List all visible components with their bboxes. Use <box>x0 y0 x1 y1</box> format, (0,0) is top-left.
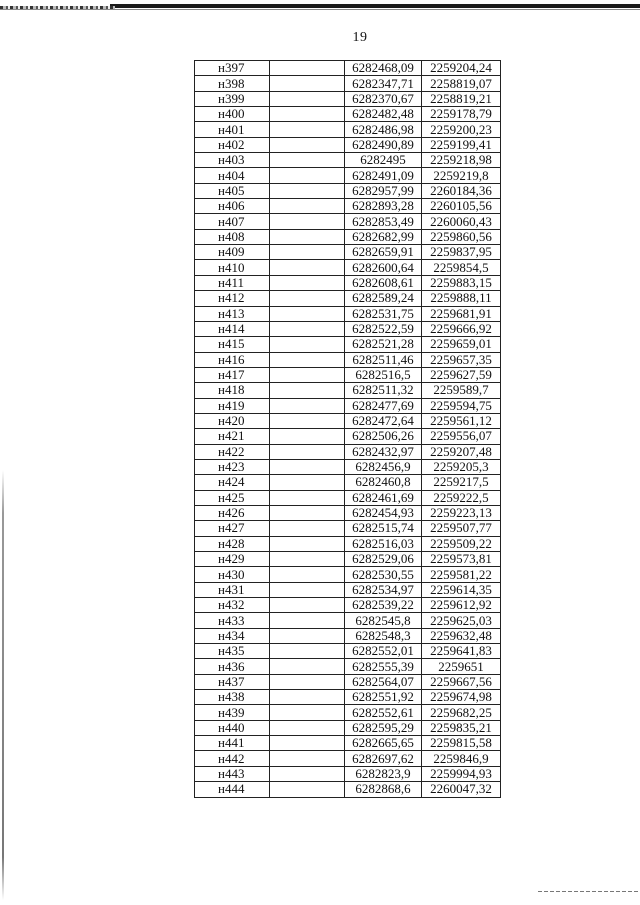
x-coordinate-cell: 6282555,39 <box>345 659 422 674</box>
empty-cell <box>270 168 345 183</box>
x-coordinate-cell: 6282957,99 <box>345 183 422 198</box>
point-id-cell: н429 <box>195 552 270 567</box>
table-row <box>195 413 501 428</box>
empty-cell <box>270 705 345 720</box>
point-id-cell: н399 <box>195 91 270 106</box>
table-row <box>195 275 501 290</box>
x-coordinate-cell: 6282477,69 <box>345 398 422 413</box>
x-coordinate-cell: 6282472,64 <box>345 413 422 428</box>
table-row <box>195 490 501 505</box>
empty-cell <box>270 674 345 689</box>
y-coordinate-cell: 2259674,98 <box>422 690 501 705</box>
table-row <box>195 567 501 582</box>
empty-cell <box>270 490 345 505</box>
table-row <box>195 245 501 260</box>
empty-cell <box>270 306 345 321</box>
empty-cell <box>270 536 345 551</box>
x-coordinate-cell: 6282545,8 <box>345 613 422 628</box>
x-coordinate-cell: 6282697,62 <box>345 751 422 766</box>
x-coordinate-cell: 6282468,09 <box>345 61 422 76</box>
empty-cell <box>270 766 345 781</box>
scan-line <box>0 9 640 10</box>
empty-cell <box>270 567 345 582</box>
table-row <box>195 644 501 659</box>
table-row <box>195 505 501 520</box>
y-coordinate-cell: 2259651 <box>422 659 501 674</box>
empty-cell <box>270 337 345 352</box>
y-coordinate-cell: 2259835,21 <box>422 720 501 735</box>
point-id-cell: н431 <box>195 582 270 597</box>
point-id-cell: н401 <box>195 122 270 137</box>
y-coordinate-cell: 2259581,22 <box>422 567 501 582</box>
point-id-cell: н406 <box>195 199 270 214</box>
table-row <box>195 153 501 168</box>
y-coordinate-cell: 2259614,35 <box>422 582 501 597</box>
empty-cell <box>270 690 345 705</box>
table-row <box>195 720 501 735</box>
table-row <box>195 582 501 597</box>
x-coordinate-cell: 6282853,49 <box>345 214 422 229</box>
y-coordinate-cell: 2259218,98 <box>422 153 501 168</box>
empty-cell <box>270 459 345 474</box>
y-coordinate-cell: 2259667,56 <box>422 674 501 689</box>
empty-cell <box>270 291 345 306</box>
table-row <box>195 367 501 382</box>
x-coordinate-cell: 6282868,6 <box>345 782 422 797</box>
table-row <box>195 61 501 76</box>
point-id-cell: н423 <box>195 459 270 474</box>
y-coordinate-cell: 2259641,83 <box>422 644 501 659</box>
empty-cell <box>270 383 345 398</box>
x-coordinate-cell: 6282461,69 <box>345 490 422 505</box>
point-id-cell: н407 <box>195 214 270 229</box>
point-id-cell: н426 <box>195 505 270 520</box>
y-coordinate-cell: 2259994,93 <box>422 766 501 781</box>
table-row <box>195 107 501 122</box>
point-id-cell: н436 <box>195 659 270 674</box>
x-coordinate-cell: 6282482,48 <box>345 107 422 122</box>
empty-cell <box>270 76 345 91</box>
empty-cell <box>270 751 345 766</box>
x-coordinate-cell: 6282516,03 <box>345 536 422 551</box>
table-row <box>195 352 501 367</box>
y-coordinate-cell: 2259219,8 <box>422 168 501 183</box>
empty-cell <box>270 736 345 751</box>
y-coordinate-cell: 2259681,91 <box>422 306 501 321</box>
empty-cell <box>270 598 345 613</box>
table-row <box>195 76 501 91</box>
x-coordinate-cell: 6282539,22 <box>345 598 422 613</box>
point-id-cell: н400 <box>195 107 270 122</box>
point-id-cell: н409 <box>195 245 270 260</box>
y-coordinate-cell: 2259594,75 <box>422 398 501 413</box>
y-coordinate-cell: 2259815,58 <box>422 736 501 751</box>
table-row <box>195 214 501 229</box>
y-coordinate-cell: 2259509,22 <box>422 536 501 551</box>
empty-cell <box>270 659 345 674</box>
y-coordinate-cell: 2260105,56 <box>422 199 501 214</box>
table-row <box>195 613 501 628</box>
y-coordinate-cell: 2259205,3 <box>422 459 501 474</box>
scan-artifact-top <box>0 0 640 14</box>
x-coordinate-cell: 6282460,8 <box>345 475 422 490</box>
table-row <box>195 291 501 306</box>
x-coordinate-cell: 6282682,99 <box>345 229 422 244</box>
x-coordinate-cell: 6282491,09 <box>345 168 422 183</box>
empty-cell <box>270 521 345 536</box>
empty-cell <box>270 413 345 428</box>
point-id-cell: н414 <box>195 321 270 336</box>
x-coordinate-cell: 6282370,67 <box>345 91 422 106</box>
y-coordinate-cell: 2259837,95 <box>422 245 501 260</box>
empty-cell <box>270 153 345 168</box>
table-row <box>195 690 501 705</box>
x-coordinate-cell: 6282511,32 <box>345 383 422 398</box>
y-coordinate-cell: 2259625,03 <box>422 613 501 628</box>
y-coordinate-cell: 2259860,56 <box>422 229 501 244</box>
empty-cell <box>270 444 345 459</box>
point-id-cell: н410 <box>195 260 270 275</box>
table-row <box>195 782 501 797</box>
table-row <box>195 91 501 106</box>
y-coordinate-cell: 2260047,32 <box>422 782 501 797</box>
empty-cell <box>270 582 345 597</box>
point-id-cell: н437 <box>195 674 270 689</box>
empty-cell <box>270 214 345 229</box>
empty-cell <box>270 229 345 244</box>
point-id-cell: н432 <box>195 598 270 613</box>
y-coordinate-cell: 2259204,24 <box>422 61 501 76</box>
table-row <box>195 751 501 766</box>
y-coordinate-cell: 2259682,25 <box>422 705 501 720</box>
y-coordinate-cell: 2259573,81 <box>422 552 501 567</box>
point-id-cell: н438 <box>195 690 270 705</box>
x-coordinate-cell: 6282506,26 <box>345 429 422 444</box>
table-row <box>195 429 501 444</box>
y-coordinate-cell: 2259627,59 <box>422 367 501 382</box>
y-coordinate-cell: 2259223,13 <box>422 505 501 520</box>
coordinates-table-body <box>195 61 501 798</box>
point-id-cell: н416 <box>195 352 270 367</box>
x-coordinate-cell: 6282516,5 <box>345 367 422 382</box>
point-id-cell: н442 <box>195 751 270 766</box>
table-row <box>195 536 501 551</box>
x-coordinate-cell: 6282608,61 <box>345 275 422 290</box>
point-id-cell: н420 <box>195 413 270 428</box>
scan-artifact-bottom <box>538 891 640 892</box>
empty-cell <box>270 367 345 382</box>
y-coordinate-cell: 2259556,07 <box>422 429 501 444</box>
y-coordinate-cell: 2259657,35 <box>422 352 501 367</box>
empty-cell <box>270 505 345 520</box>
point-id-cell: н398 <box>195 76 270 91</box>
y-coordinate-cell: 2259199,41 <box>422 137 501 152</box>
y-coordinate-cell: 2258819,07 <box>422 76 501 91</box>
x-coordinate-cell: 6282552,61 <box>345 705 422 720</box>
table-row <box>195 383 501 398</box>
point-id-cell: н413 <box>195 306 270 321</box>
point-id-cell: н435 <box>195 644 270 659</box>
x-coordinate-cell: 6282490,89 <box>345 137 422 152</box>
point-id-cell: н417 <box>195 367 270 382</box>
x-coordinate-cell: 6282551,92 <box>345 690 422 705</box>
point-id-cell: н441 <box>195 736 270 751</box>
table-row <box>195 766 501 781</box>
y-coordinate-cell: 2259222,5 <box>422 490 501 505</box>
y-coordinate-cell: 2259666,92 <box>422 321 501 336</box>
y-coordinate-cell: 2258819,21 <box>422 91 501 106</box>
x-coordinate-cell: 6282521,28 <box>345 337 422 352</box>
table-row <box>195 199 501 214</box>
y-coordinate-cell: 2259659,01 <box>422 337 501 352</box>
point-id-cell: н424 <box>195 475 270 490</box>
x-coordinate-cell: 6282530,55 <box>345 567 422 582</box>
empty-cell <box>270 137 345 152</box>
scan-band <box>110 4 640 8</box>
point-id-cell: н419 <box>195 398 270 413</box>
empty-cell <box>270 321 345 336</box>
x-coordinate-cell: 6282515,74 <box>345 521 422 536</box>
empty-cell <box>270 245 345 260</box>
empty-cell <box>270 260 345 275</box>
table-row <box>195 552 501 567</box>
x-coordinate-cell: 6282456,9 <box>345 459 422 474</box>
point-id-cell: н428 <box>195 536 270 551</box>
table-row <box>195 260 501 275</box>
point-id-cell: н443 <box>195 766 270 781</box>
empty-cell <box>270 398 345 413</box>
empty-cell <box>270 552 345 567</box>
table-row <box>195 168 501 183</box>
table-row <box>195 705 501 720</box>
x-coordinate-cell: 6282486,98 <box>345 122 422 137</box>
scan-artifact-left-edge <box>2 470 4 900</box>
y-coordinate-cell: 2259612,92 <box>422 598 501 613</box>
empty-cell <box>270 91 345 106</box>
point-id-cell: н439 <box>195 705 270 720</box>
empty-cell <box>270 628 345 643</box>
empty-cell <box>270 107 345 122</box>
point-id-cell: н427 <box>195 521 270 536</box>
x-coordinate-cell: 6282522,59 <box>345 321 422 336</box>
point-id-cell: н412 <box>195 291 270 306</box>
table-row <box>195 736 501 751</box>
y-coordinate-cell: 2259561,12 <box>422 413 501 428</box>
page-number: 19 <box>352 30 368 45</box>
point-id-cell: н403 <box>195 153 270 168</box>
x-coordinate-cell: 6282511,46 <box>345 352 422 367</box>
point-id-cell: н418 <box>195 383 270 398</box>
table-row <box>195 306 501 321</box>
x-coordinate-cell: 6282531,75 <box>345 306 422 321</box>
y-coordinate-cell: 2259207,48 <box>422 444 501 459</box>
table-row <box>195 122 501 137</box>
coordinates-table <box>194 60 501 798</box>
y-coordinate-cell: 2259854,5 <box>422 260 501 275</box>
empty-cell <box>270 122 345 137</box>
table-row <box>195 459 501 474</box>
point-id-cell: н411 <box>195 275 270 290</box>
y-coordinate-cell: 2260060,43 <box>422 214 501 229</box>
x-coordinate-cell: 6282495 <box>345 153 422 168</box>
y-coordinate-cell: 2259846,9 <box>422 751 501 766</box>
point-id-cell: н402 <box>195 137 270 152</box>
empty-cell <box>270 644 345 659</box>
empty-cell <box>270 475 345 490</box>
point-id-cell: н440 <box>195 720 270 735</box>
empty-cell <box>270 183 345 198</box>
point-id-cell: н397 <box>195 61 270 76</box>
x-coordinate-cell: 6282893,28 <box>345 199 422 214</box>
y-coordinate-cell: 2259507,77 <box>422 521 501 536</box>
table-row <box>195 137 501 152</box>
y-coordinate-cell: 2259217,5 <box>422 475 501 490</box>
table-row <box>195 521 501 536</box>
y-coordinate-cell: 2259589,7 <box>422 383 501 398</box>
y-coordinate-cell: 2259178,79 <box>422 107 501 122</box>
empty-cell <box>270 275 345 290</box>
x-coordinate-cell: 6282529,06 <box>345 552 422 567</box>
empty-cell <box>270 61 345 76</box>
x-coordinate-cell: 6282595,29 <box>345 720 422 735</box>
x-coordinate-cell: 6282665,65 <box>345 736 422 751</box>
x-coordinate-cell: 6282600,64 <box>345 260 422 275</box>
table-row <box>195 674 501 689</box>
x-coordinate-cell: 6282534,97 <box>345 582 422 597</box>
x-coordinate-cell: 6282552,01 <box>345 644 422 659</box>
table-row <box>195 628 501 643</box>
y-coordinate-cell: 2259632,48 <box>422 628 501 643</box>
point-id-cell: н404 <box>195 168 270 183</box>
x-coordinate-cell: 6282823,9 <box>345 766 422 781</box>
empty-cell <box>270 613 345 628</box>
point-id-cell: н425 <box>195 490 270 505</box>
table-row <box>195 337 501 352</box>
empty-cell <box>270 199 345 214</box>
x-coordinate-cell: 6282564,07 <box>345 674 422 689</box>
y-coordinate-cell: 2259200,23 <box>422 122 501 137</box>
table-row <box>195 598 501 613</box>
x-coordinate-cell: 6282548,3 <box>345 628 422 643</box>
table-row <box>195 659 501 674</box>
table-row <box>195 444 501 459</box>
y-coordinate-cell: 2260184,36 <box>422 183 501 198</box>
empty-cell <box>270 429 345 444</box>
point-id-cell: н433 <box>195 613 270 628</box>
point-id-cell: н405 <box>195 183 270 198</box>
point-id-cell: н434 <box>195 628 270 643</box>
x-coordinate-cell: 6282659,91 <box>345 245 422 260</box>
empty-cell <box>270 782 345 797</box>
y-coordinate-cell: 2259883,15 <box>422 275 501 290</box>
table-row <box>195 229 501 244</box>
point-id-cell: н422 <box>195 444 270 459</box>
point-id-cell: н408 <box>195 229 270 244</box>
table-row <box>195 183 501 198</box>
table-row <box>195 398 501 413</box>
empty-cell <box>270 720 345 735</box>
point-id-cell: н415 <box>195 337 270 352</box>
point-id-cell: н421 <box>195 429 270 444</box>
table-row <box>195 321 501 336</box>
table-row <box>195 475 501 490</box>
x-coordinate-cell: 6282347,71 <box>345 76 422 91</box>
point-id-cell: н430 <box>195 567 270 582</box>
x-coordinate-cell: 6282589,24 <box>345 291 422 306</box>
x-coordinate-cell: 6282454,93 <box>345 505 422 520</box>
point-id-cell: н444 <box>195 782 270 797</box>
x-coordinate-cell: 6282432,97 <box>345 444 422 459</box>
y-coordinate-cell: 2259888,11 <box>422 291 501 306</box>
empty-cell <box>270 352 345 367</box>
